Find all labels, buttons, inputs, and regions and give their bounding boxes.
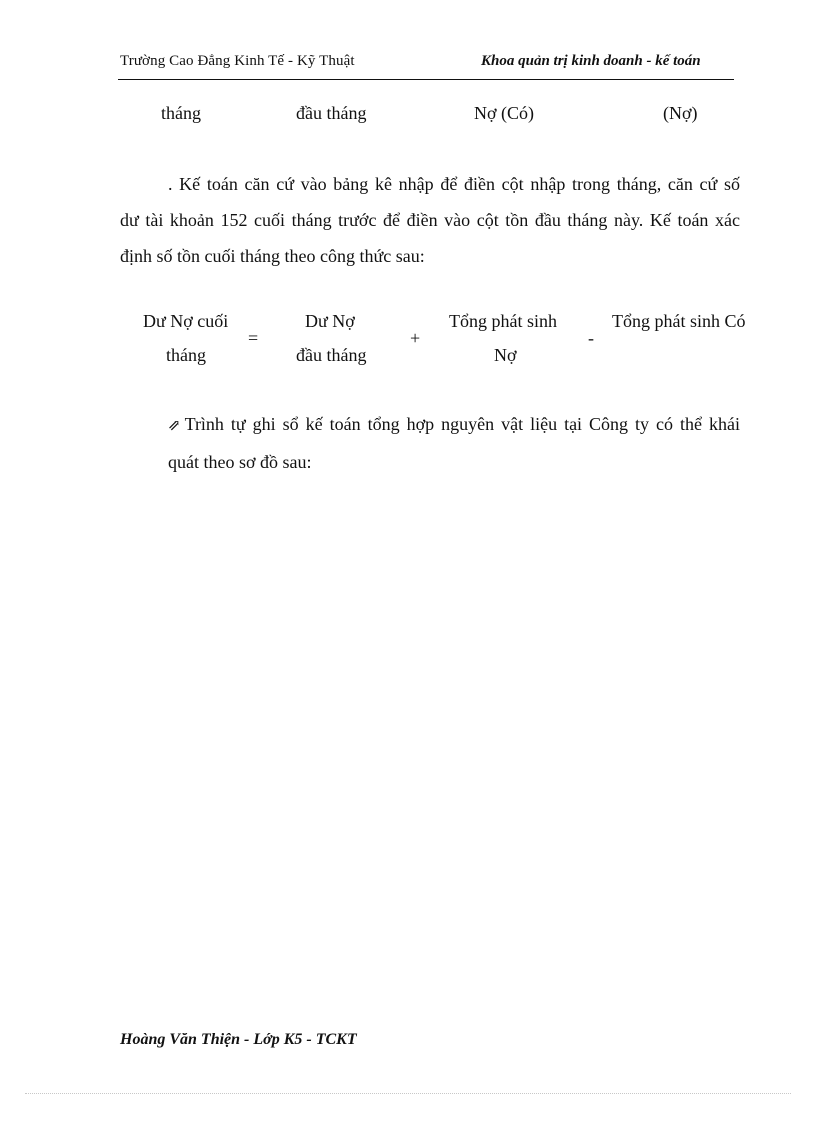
paragraph-line-text: Trình tự ghi sổ kế toán tổng hợp nguyên vật liệu tại Công ty có thể khái — [184, 414, 740, 434]
paragraph-line: dư tài khoản 152 cuối tháng trước để điền vào cột tồn đầu tháng này. Kế toán xác — [120, 210, 740, 230]
formula-term-du-no-dau-line2: đầu tháng — [296, 345, 367, 365]
formula-term-du-no-cuoi-line2: tháng — [166, 345, 206, 365]
formula-term-phat-sinh-co: Tổng phát sinh Có — [612, 311, 746, 331]
formula-plus-sign: + — [410, 328, 421, 348]
paragraph-line: . Kế toán căn cứ vào bảng kê nhập để điền cột nhập trong tháng, căn cứ số — [168, 174, 740, 194]
paragraph-posting-sequence — [168, 406, 740, 480]
header-divider — [118, 79, 734, 80]
paragraph-line: định số tồn cuối tháng theo công thức sau: — [120, 246, 425, 266]
formula-term-phat-sinh-no-line2: Nợ — [494, 345, 517, 365]
paragraph-line: quát theo sơ đồ sau: — [168, 452, 312, 472]
table-cell-dau-thang: đầu tháng — [296, 103, 367, 123]
table-cell-no-co: Nợ (Có) — [474, 103, 535, 123]
formula-term-du-no-cuoi: Dư Nợ cuối — [143, 311, 229, 331]
table-cell-no: (Nợ) — [663, 103, 698, 123]
arrow-icon: ⇗ — [168, 418, 181, 434]
page-bottom-border — [25, 1093, 791, 1094]
paragraph-line — [168, 406, 740, 444]
formula-term-phat-sinh-no: Tổng phát sinh — [449, 311, 557, 331]
table-cell-thang: tháng — [161, 103, 201, 123]
footer-author: Hoàng Văn Thiện - Lớp K5 - TCKT — [120, 1031, 357, 1048]
formula-term-du-no-dau: Dư Nợ — [305, 311, 355, 331]
paragraph-accounting-method — [120, 166, 740, 274]
header-faculty-name: Khoa quản trị kinh doanh - kế toán — [481, 53, 701, 69]
formula-minus-sign: - — [588, 328, 594, 348]
header-school-name: Trường Cao Đẳng Kinh Tế - Kỹ Thuật — [120, 53, 355, 69]
formula-equals-sign: = — [248, 328, 259, 348]
